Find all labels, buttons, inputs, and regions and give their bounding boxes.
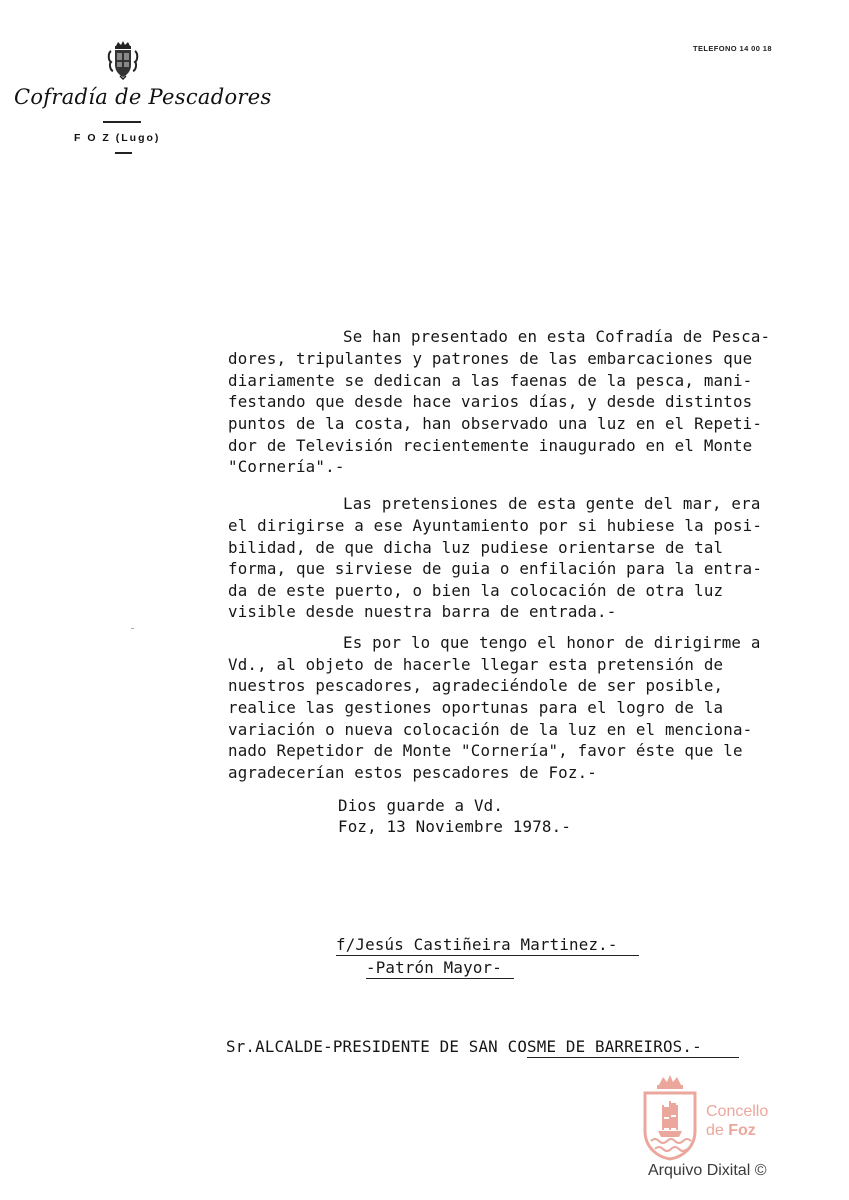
letterhead-divider	[103, 121, 141, 123]
text-line: el dirigirse a ese Ayuntamiento por si hubiese la posi-	[228, 516, 763, 535]
text-line: visible desde nuestra barra de entrada.-	[228, 602, 617, 621]
watermark-de: de	[706, 1122, 729, 1139]
watermark-concello: Concello	[706, 1103, 769, 1120]
text-line: da de este puerto, o bien la colocación de otra luz	[228, 581, 724, 600]
concello-de-foz-shield-icon	[643, 1073, 697, 1161]
text-line: nuestros pescadores, agradeciéndole de ser posible,	[228, 676, 724, 695]
text-line: Vd., al objeto de hacerle llegar esta pretensión de	[228, 655, 724, 674]
addressee: Sr.ALCALDE-PRESIDENTE DE SAN COSME DE BARREIROS.-	[226, 1037, 702, 1056]
closing-greeting: Dios guarde a Vd.	[338, 796, 504, 815]
letter-date: Foz, 13 Noviembre 1978.-	[338, 817, 572, 836]
signature-title: -Patrón Mayor-	[366, 958, 502, 977]
text-line: Se han presentado en esta Cofradía de Pesca-	[343, 327, 771, 346]
text-line: realice las gestiones oportunas para el logro de la	[228, 698, 724, 717]
text-line: puntos de la costa, han observado una luz en el Repeti-	[228, 414, 763, 433]
text-line: agradecerían estos pescadores de Foz.-	[228, 763, 597, 782]
text-line: Es por lo que tengo el honor de dirigirme a	[343, 633, 761, 652]
scan-mark	[131, 628, 134, 629]
text-line: forma, que sirviese de guia o enfilación para la entra-	[228, 559, 763, 578]
signature-name: f/Jesús Castiñeira Martinez.-	[336, 935, 618, 954]
text-line: dores, tripulantes y patrones de las embarcaciones que	[228, 349, 753, 368]
text-line: bilidad, de que dicha luz pudiese orientarse de tal	[228, 538, 724, 557]
addressee-underline	[527, 1057, 739, 1058]
signature-title-underline	[366, 978, 514, 979]
watermark-foz: Foz	[728, 1122, 756, 1139]
watermark-de-foz	[706, 1122, 756, 1140]
text-line: dor de Televisión recientemente inaugurado en el Monte	[228, 436, 753, 455]
organization-name: Cofradía de Pescadores	[14, 85, 272, 109]
text-line: diariamente se dedican a las faenas de la pesca, mani-	[228, 371, 753, 390]
text-line: variación o nueva colocación de la luz en el menciona-	[228, 720, 753, 739]
telephone-number: TELEFONO 14 00 18	[693, 44, 772, 53]
text-line: "Cornería".-	[228, 457, 345, 476]
text-line: Las pretensiones de esta gente del mar, era	[343, 494, 761, 513]
coat-of-arms-icon	[106, 40, 140, 80]
text-line: festando que desde hace varios días, y desde distintos	[228, 392, 753, 411]
text-line: nado Repetidor de Monte "Cornería", favor éste que le	[228, 741, 743, 760]
letterhead-divider-short	[115, 152, 132, 154]
organization-place: F O Z (Lugo)	[74, 132, 161, 144]
archive-credit: Arquivo Dixital ©	[648, 1162, 767, 1179]
